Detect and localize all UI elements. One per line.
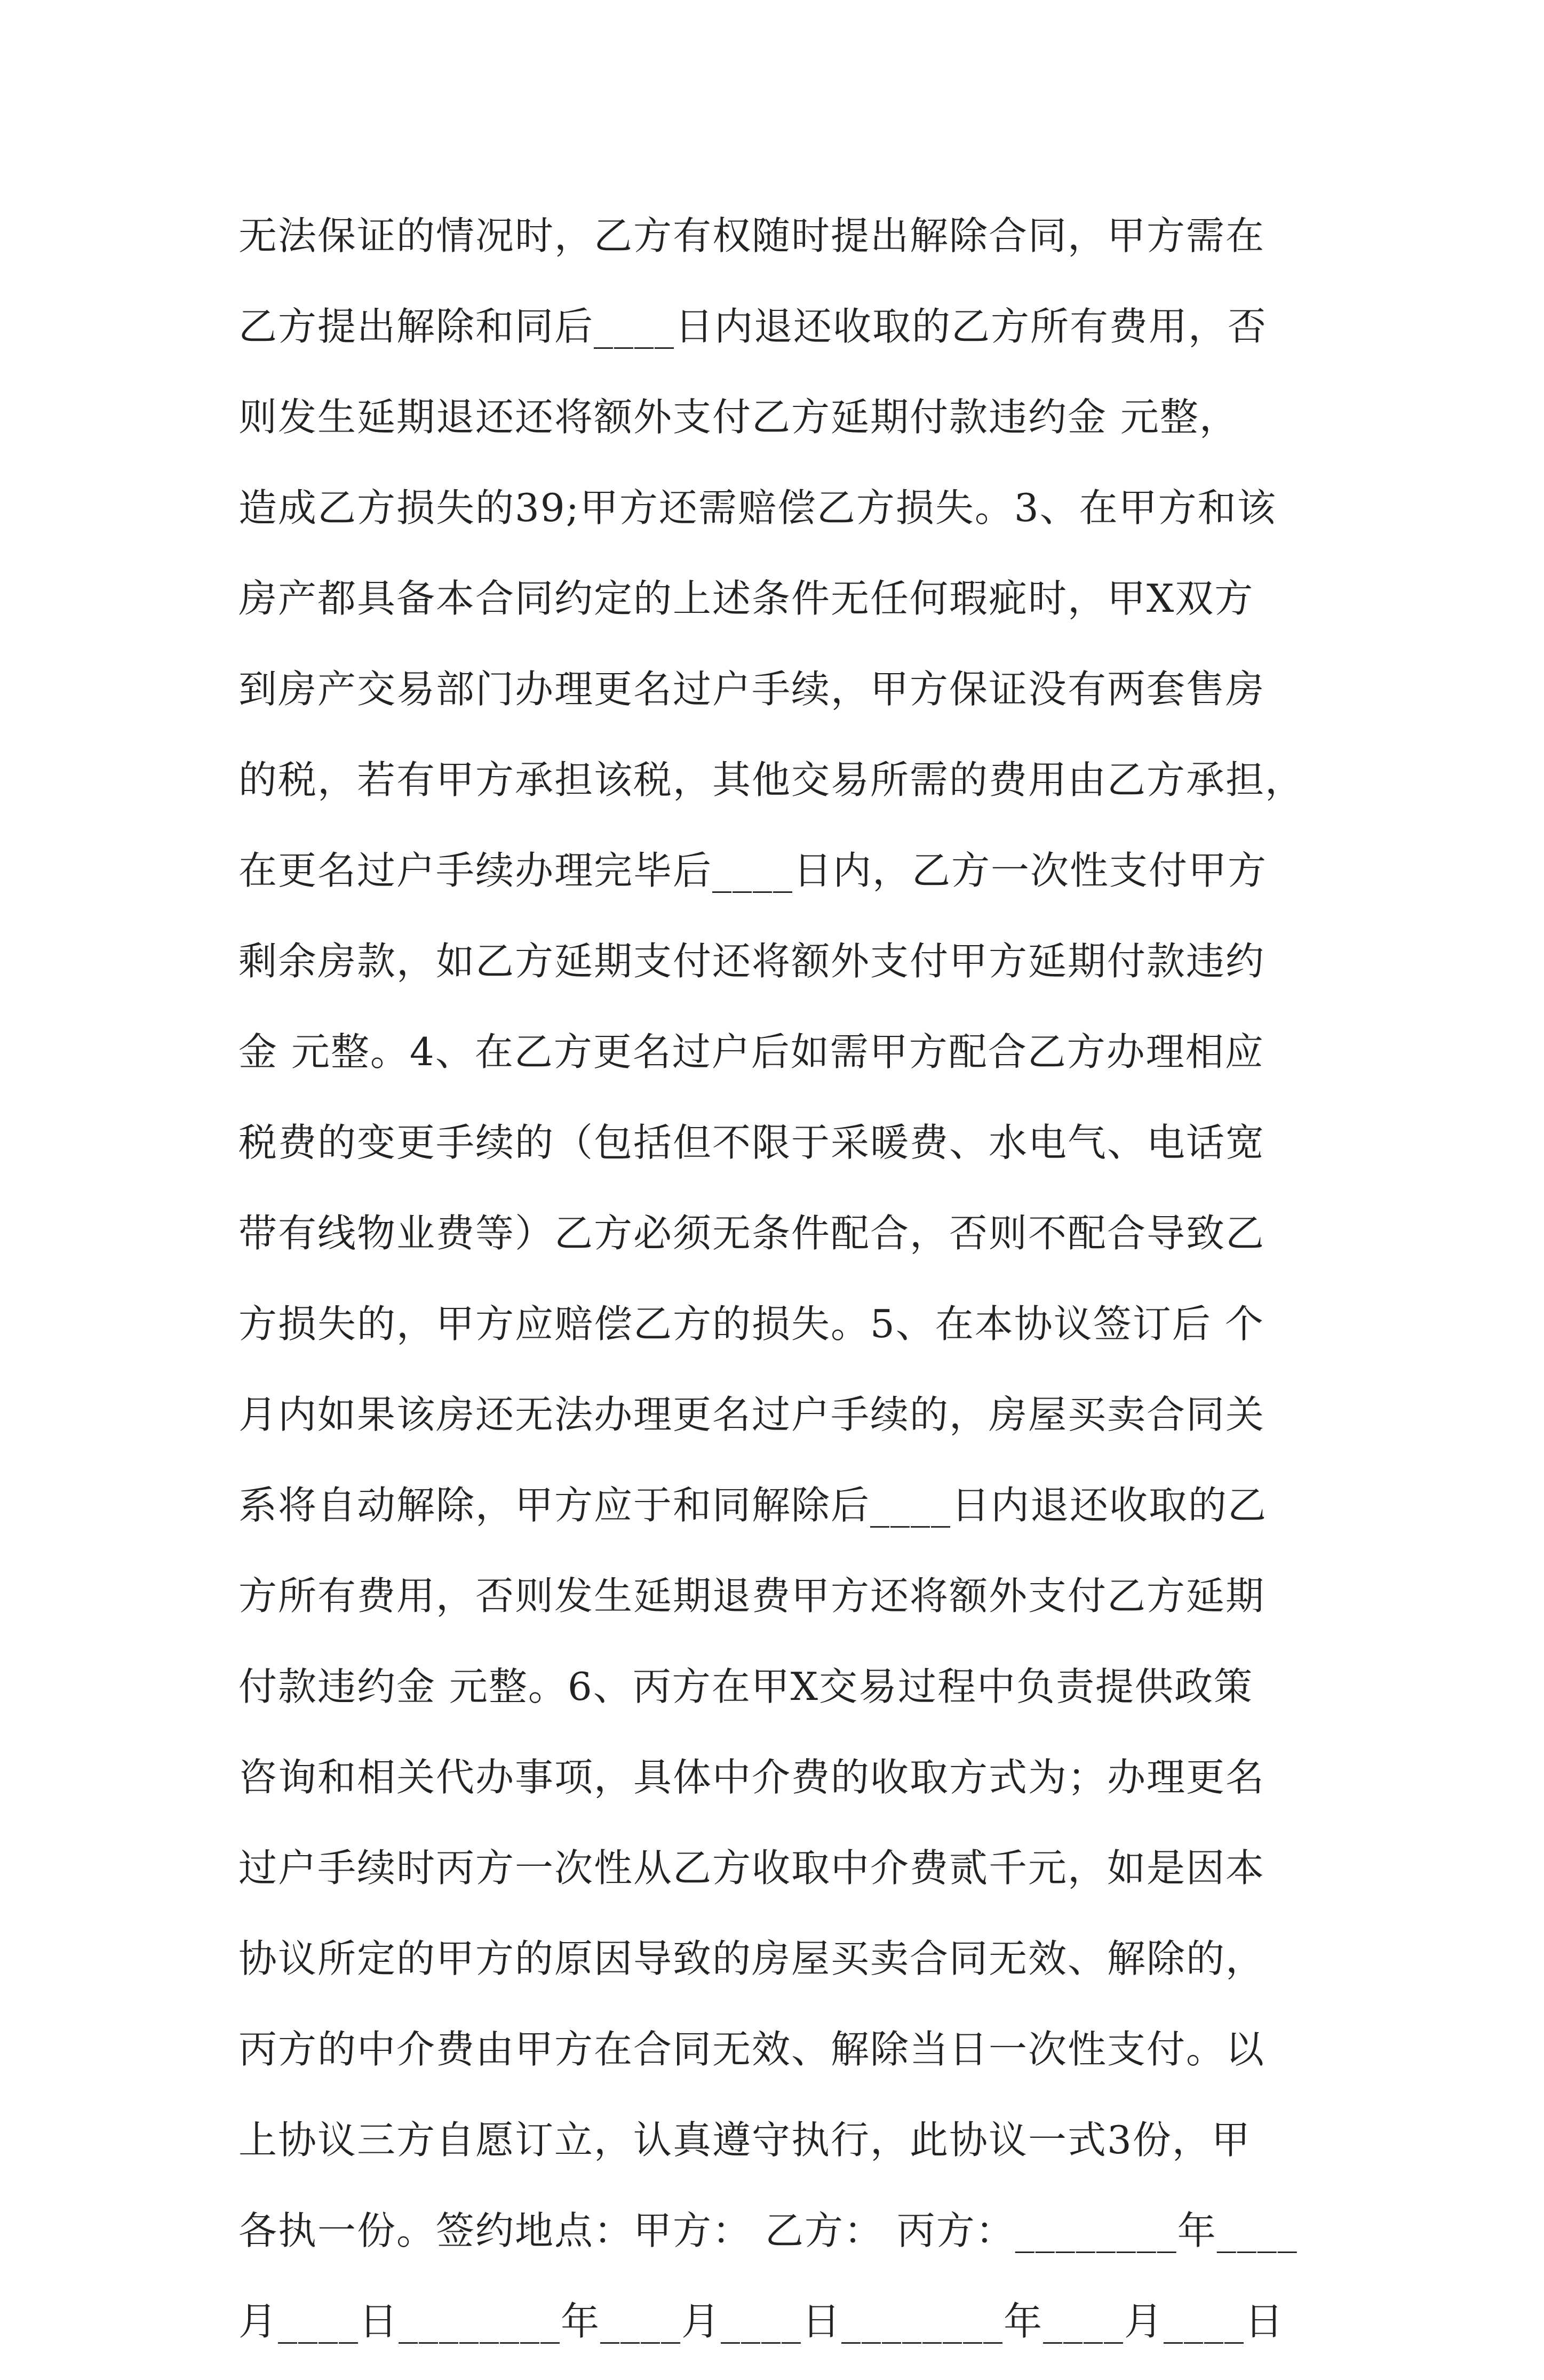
text-line: 带有线物业费等）乙方必须无条件配合，否则不配合导致乙 — [238, 1211, 1266, 1256]
text-line: 协议所定的甲方的原因导致的房屋买卖合同无效、解除的， — [238, 1936, 1266, 1981]
text-line: 付款违约金 元整。6、丙方在甲X交易过程中负责提供政策 — [238, 1664, 1253, 1709]
text-line: 造成乙方损失的39;甲方还需赔偿乙方损失。3、在甲方和该 — [238, 485, 1277, 530]
text-line: 的税，若有甲方承担该税，其他交易所需的费用由乙方承担， — [238, 757, 1305, 802]
text-line: 过户手续时丙方一次性从乙方收取中介费贰千元，如是因本 — [238, 1846, 1266, 1890]
text-line: 乙方提出解除和同后____日内退还收取的乙方所有费用，否 — [238, 304, 1268, 349]
text-line: 月内如果该房还无法办理更名过户手续的，房屋买卖合同关 — [238, 1392, 1266, 1437]
text-line: 方所有费用，否则发生延期退费甲方还将额外支付乙方延期 — [238, 1574, 1266, 1618]
text-line: 丙方的中介费由甲方在合同无效、解除当日一次性支付。以 — [238, 2027, 1266, 2072]
text-line: 税费的变更手续的（包括但不限于采暖费、水电气、电话宽 — [238, 1120, 1266, 1165]
text-line: 系将自动解除，甲方应于和同解除后____日内退还收取的乙 — [238, 1483, 1268, 1528]
text-line: 剩余房款，如乙方延期支付还将额外支付甲方延期付款违约 — [238, 939, 1266, 984]
text-line: 月____日________年____月____日________年____月____日 — [238, 2299, 1285, 2344]
text-line: 到房产交易部门办理更名过户手续，甲方保证没有两套售房 — [238, 667, 1266, 712]
text-line: 咨询和相关代办事项，具体中介费的收取方式为；办理更名 — [238, 1755, 1266, 1800]
text-line: 房产都具备本合同约定的上述条件无任何瑕疵时，甲X双方 — [238, 576, 1254, 621]
text-line: 无法保证的情况时，乙方有权随时提出解除合同，甲方需在 — [238, 213, 1266, 258]
text-line: 各执一份。签约地点：甲方： 乙方： 丙方：________年____ — [238, 2208, 1298, 2253]
text-line: 方损失的，甲方应赔偿乙方的损失。5、在本协议签订后 个 — [238, 1301, 1264, 1346]
text-line: 上协议三方自愿订立，认真遵守执行，此协议一式3份，甲 — [238, 2118, 1251, 2162]
text-line: 则发生延期退还还将额外支付乙方延期付款违约金 元整， — [238, 395, 1239, 440]
text-line: 金 元整。4、在乙方更名过户后如需甲方配合乙方办理相应 — [238, 1029, 1264, 1074]
text-line: 在更名过户手续办理完毕后____日内，乙方一次性支付甲方 — [238, 848, 1268, 893]
contract-text — [238, 204, 1311, 2380]
